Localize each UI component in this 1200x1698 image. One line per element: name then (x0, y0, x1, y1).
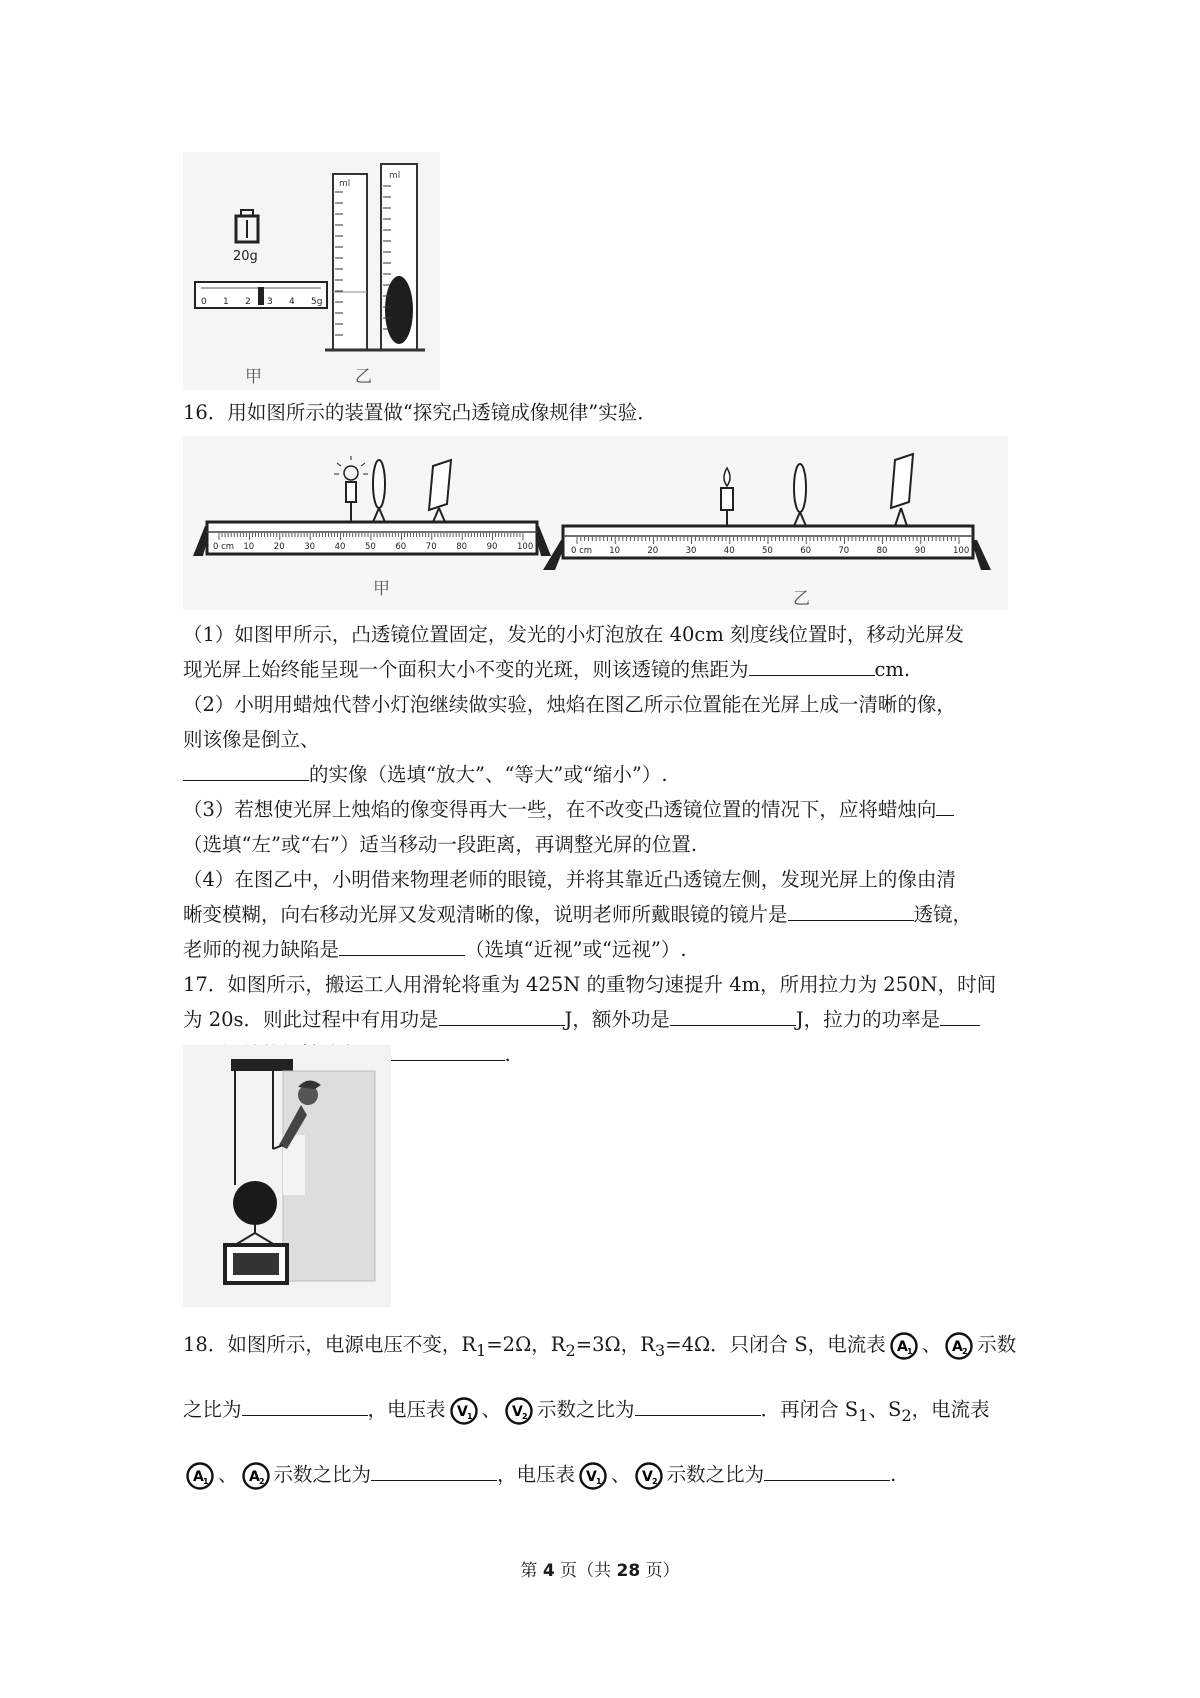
svg-text:V: V (586, 1468, 597, 1485)
q18-text-l2b: ，电压表 (367, 1398, 446, 1421)
q18-voltmeter-ratio-blank-1[interactable] (635, 1395, 761, 1416)
q17-useful-work-blank[interactable] (439, 1005, 565, 1026)
svg-text:A: A (193, 1468, 204, 1485)
q16-p4-text-d: （选填“近视”或“远视”）. (465, 938, 687, 961)
q18-sep-1: 、 (921, 1333, 942, 1356)
svg-text:A: A (896, 1338, 908, 1355)
bench-tick-label: 100 (517, 542, 534, 552)
q18-ammeter-ratio-blank-2[interactable] (371, 1460, 497, 1481)
fig15-caption-jia: 甲 (245, 367, 262, 387)
q18-text-l3d: . (890, 1463, 897, 1486)
svg-text:A: A (952, 1338, 964, 1355)
bench-tick-label: 20 (273, 542, 285, 552)
q17-text-e: . (504, 1043, 511, 1066)
ruler-tick-label: 1 (223, 297, 229, 307)
q18-text-l2e: 、S (868, 1398, 902, 1421)
q17-extra-work-blank[interactable] (670, 1005, 796, 1026)
svg-text:1: 1 (466, 1411, 473, 1421)
svg-text:V: V (456, 1403, 468, 1420)
q18-text-end: 示数 (977, 1333, 1017, 1356)
q16-p4-text-b: 透镜， (913, 903, 973, 926)
svg-text:V: V (512, 1403, 523, 1420)
q16-p1-text: 现光屏上始终能呈现一个面积大小不变的光斑，则该透镜的焦距为 (183, 658, 749, 681)
q16-p2-line3 (183, 760, 668, 790)
ruler-tick-label: 2 (245, 297, 251, 307)
q18-text-l3a: 示数之比为 (273, 1463, 372, 1486)
figure-balance-cylinders (183, 152, 440, 390)
footer-mid: 页（共 (560, 1561, 612, 1581)
q16-image-size-blank[interactable] (183, 760, 309, 781)
cylinder-empty (325, 174, 375, 350)
q17-line2 (183, 1005, 980, 1035)
q18-sep-2: 、 (481, 1398, 502, 1421)
q18-text-l3b: ，电压表 (497, 1463, 576, 1486)
q18-text-l2f: ，电流表 (911, 1398, 990, 1421)
q16-p2-line2: 则该像是倒立、 (183, 728, 320, 751)
q17-efficiency-blank[interactable] (379, 1040, 505, 1061)
bench-tick-label: 80 (876, 546, 888, 556)
q16-p3-line2: （选填“左”或“右”）适当移动一段距离，再调整光屏的位置. (183, 833, 698, 856)
bench-tick-label: 60 (800, 546, 812, 556)
ruler-tick-label: 5g (311, 297, 323, 307)
q18-text-l2d: ．再闭合 S (760, 1398, 859, 1421)
q16-p4-line2 (183, 900, 972, 930)
bench-jia (193, 456, 551, 556)
bench-tick-label: 50 (365, 542, 376, 552)
bench-tick-label: 80 (456, 542, 468, 552)
svg-text:A: A (248, 1468, 260, 1485)
total-pages: 28 (616, 1561, 641, 1581)
ruler-rider (258, 287, 264, 305)
weight-icon (236, 210, 258, 242)
q16-p3-text: （3）若想使光屏上烛焰的像变得再大一些，在不改变凸透镜位置的情况下，应将蜡烛向 (183, 798, 937, 821)
q16-p1-unit: cm. (874, 658, 911, 681)
bench-tick-label: 0 cm (213, 542, 235, 552)
pulley-icon (233, 1181, 277, 1225)
q16-p1-line2 (183, 655, 910, 685)
q18-line3 (183, 1460, 896, 1490)
q18-text-l3c: 示数之比为 (666, 1463, 765, 1486)
q16-intro: 16．用如图所示的装置做“探究凸透镜成像规律”实验． (183, 401, 657, 424)
footer-post: 页） (645, 1561, 680, 1581)
ruler-tick-label: 3 (267, 297, 273, 307)
bench-tick-label: 70 (838, 546, 850, 556)
q16-p2-text: 的实像（选填“放大”、“等大”或“缩小”）. (309, 763, 668, 786)
q18-r1-value: =2Ω，R (486, 1333, 566, 1356)
fig15-caption-yi: 乙 (355, 367, 372, 387)
q18-voltmeter-ratio-blank-2[interactable] (764, 1460, 890, 1481)
s1-subscript: 1 (858, 1405, 869, 1425)
bench-tick-label: 10 (243, 542, 255, 552)
ruler-tick-label: 0 (201, 297, 207, 307)
bench-tick-label: 0 cm (571, 546, 593, 556)
bench-tick-label: 90 (914, 546, 926, 556)
bench-tick-label: 60 (395, 542, 407, 552)
r2-subscript: 2 (565, 1340, 576, 1360)
q16-p4-text-c: 老师的视力缺陷是 (183, 938, 340, 961)
figure-pulley-worker (183, 1045, 391, 1307)
bench-tick-label: 70 (425, 542, 437, 552)
q16-p4-line1: （4）在图乙中，小明借来物理老师的眼镜，并将其靠近凸透镜左侧，发现光屏上的像由清 (183, 868, 956, 891)
bench-tick-label: 40 (723, 546, 735, 556)
svg-text:1: 1 (203, 1476, 209, 1486)
q16-p4-text: 晰变模糊，向右移动光屏又发观清晰的像，说明老师所戴眼镜的镜片是 (183, 903, 788, 926)
q18-text-a: 18．如图所示，电源电压不变，R (183, 1333, 476, 1356)
q17-line1: 17．如图所示，搬运工人用滑轮将重为 425N 的重物匀速提升 4m，所用拉力为 250N，时间 (183, 973, 997, 996)
r1-subscript: 1 (476, 1340, 487, 1360)
s2-subscript: 2 (901, 1405, 912, 1425)
bench-tick-label: 30 (685, 546, 697, 556)
figure-optical-bench (183, 436, 1008, 610)
q16-direction-blank[interactable] (936, 795, 954, 816)
bench-tick-label: 100 (953, 546, 970, 556)
q17-text-c: J，拉力的功率是 (795, 1008, 941, 1031)
q18-line1 (183, 1330, 1016, 1366)
q18-sep-4: 、 (611, 1463, 631, 1486)
bench-tick-label: 40 (334, 542, 346, 552)
q17-text-b: J，额外功是 (564, 1008, 670, 1031)
optical-bench-drawing (183, 436, 1008, 610)
q18-line2 (183, 1395, 990, 1431)
voltmeter-v2-icon (632, 1462, 666, 1490)
svg-text:1: 1 (596, 1476, 602, 1486)
page-number: 4 (542, 1561, 555, 1581)
ammeter-a2-icon (942, 1332, 976, 1360)
balance-cylinders-drawing (183, 152, 440, 390)
ammeter-a1-icon (183, 1462, 217, 1490)
q18-text-l2a: 之比为 (183, 1398, 242, 1421)
footer-pre: 第 (520, 1561, 538, 1581)
r3-subscript: 3 (654, 1340, 666, 1360)
ruler-tick-label: 4 (289, 297, 295, 307)
q16-lens-type-blank[interactable] (788, 900, 914, 921)
q18-r2-value: =3Ω，R (575, 1333, 655, 1356)
q16-p2-line1: （2）小明用蜡烛代替小灯泡继续做实验，烛焰在图乙所示位置能在光屏上成一清晰的像， (183, 693, 956, 716)
ammeter-a1-icon (887, 1332, 921, 1360)
bench-tick-label: 10 (609, 546, 621, 556)
bench-tick-label: 30 (304, 542, 316, 552)
q18-ammeter-ratio-blank-1[interactable] (242, 1395, 368, 1416)
q16-p1-line1: （1）如图甲所示，凸透镜位置固定，发光的小灯泡放在 40cm 刻度线位置时，移动光屏发 (183, 623, 965, 646)
voltmeter-v2-icon (502, 1397, 536, 1425)
svg-text:2: 2 (962, 1346, 968, 1356)
weight-label: 20g (233, 249, 258, 264)
q16-p4-line3 (183, 935, 687, 965)
bench-tick-label: 50 (762, 546, 773, 556)
ammeter-a2-icon (239, 1462, 273, 1490)
cylinder-with-stone (373, 164, 425, 350)
pulley-worker-drawing (183, 1045, 391, 1307)
svg-text:1: 1 (906, 1346, 913, 1356)
q18-text-l2c: 示数之比为 (537, 1398, 635, 1421)
q18-sep-3: 、 (218, 1463, 238, 1486)
fig16-caption-jia: 甲 (373, 579, 390, 599)
q16-focal-length-blank[interactable] (749, 655, 875, 676)
bench-tick-label: 90 (486, 542, 498, 552)
svg-text:2: 2 (651, 1476, 658, 1486)
q18-r3-value: =4Ω．只闭合 S，电流表 (665, 1333, 886, 1356)
q17-power-blank[interactable] (940, 1005, 980, 1026)
fig16-caption-yi: 乙 (793, 589, 810, 609)
ceiling-beam (231, 1059, 293, 1071)
voltmeter-v1-icon (576, 1462, 610, 1490)
svg-text:V: V (641, 1468, 653, 1485)
q16-p3-line1 (183, 795, 954, 825)
page-footer (0, 1556, 1200, 1581)
cylinder-unit-right: ml (389, 171, 401, 181)
svg-text:2: 2 (258, 1476, 265, 1486)
bench-tick-label: 20 (647, 546, 659, 556)
q17-text-a: 为 20s．则此过程中有用功是 (183, 1008, 439, 1031)
q16-vision-defect-blank[interactable] (339, 935, 465, 956)
cylinder-unit-left: ml (339, 179, 351, 189)
voltmeter-v1-icon (447, 1397, 481, 1425)
svg-text:2: 2 (522, 1411, 528, 1421)
